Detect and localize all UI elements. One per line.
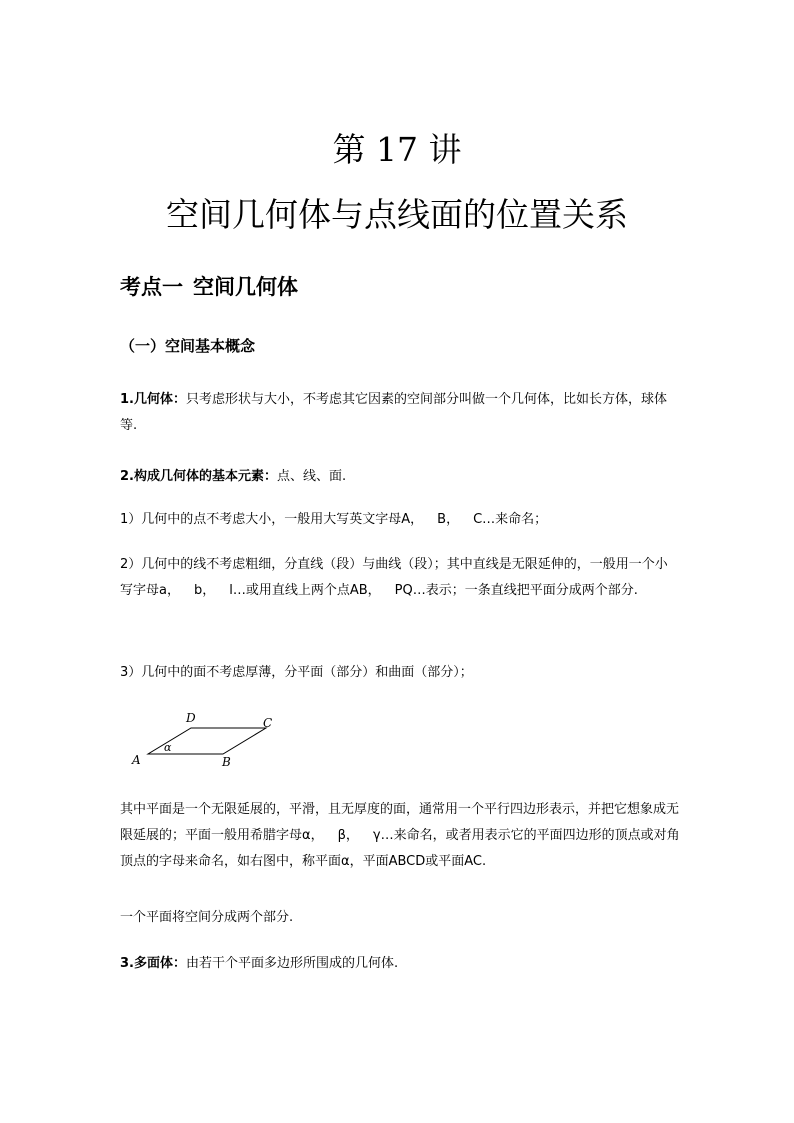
definition-text: 只考虑形状与大小，不考虑其它因素的空间部分叫做一个几何体，比如长方体，球体等. — [120, 392, 667, 433]
vertex-a-label: A — [132, 753, 141, 767]
points-text-c: C…来命名； — [473, 512, 548, 527]
plane-text-a: 其中平面是一个无限延展的，平滑，且无厚度的面，通常用一个平行四边形表示，并把它想象成无限延展的；平面一般用希腊字母α， — [120, 802, 680, 843]
section-label: 考点一 — [120, 275, 183, 299]
elements-text: 点、线、面. — [276, 469, 347, 484]
lines-text-b: b， — [193, 583, 216, 598]
parallelogram-figure — [128, 706, 288, 772]
lines-text-d: PQ…表示；一条直线把平面分成两个部分. — [394, 583, 638, 598]
paragraph-points — [120, 507, 680, 533]
plane-text-c: γ…来命名，或者用表示它的平面四边形的顶点或对角顶点的字母来命名，如右图中，称平面α，平面ABCD或平面AC. — [120, 828, 680, 869]
vertex-c-label: C — [263, 716, 273, 730]
vertex-d-label: D — [186, 711, 196, 725]
paragraph-plane-divides-space: 一个平面将空间分成两个部分. — [120, 910, 294, 925]
vertex-b-label: B — [222, 755, 231, 769]
paragraph-lines — [120, 552, 680, 604]
polyhedron-text: 由若干个平面多边形所围成的几何体. — [185, 956, 399, 971]
paragraph-planes: 3）几何中的面不考虑厚薄，分平面（部分）和曲面（部分）； — [120, 665, 473, 680]
page-title: 空间几何体与点线面的位置关系 — [166, 195, 628, 234]
term-basic-elements: 2.构成几何体的基本元素： — [120, 469, 277, 484]
points-text-b: B， — [437, 512, 460, 527]
lecture-number: 第 17 讲 — [332, 130, 462, 169]
paragraph-polyhedron — [120, 951, 680, 977]
lines-text-c: l…或用直线上两个点AB， — [229, 583, 381, 598]
term-polyhedron: 3.多面体： — [120, 956, 186, 971]
alpha-label: α — [164, 741, 172, 754]
term-solid: 1.几何体： — [120, 392, 186, 407]
paragraph-plane-description — [120, 797, 680, 875]
section-heading — [120, 272, 298, 302]
subsection-heading: （一）空间基本概念 — [120, 337, 256, 355]
plane-text-b: β， — [337, 828, 359, 843]
points-text-a: 1）几何中的点不考虑大小，一般用大写英文字母A， — [120, 512, 424, 527]
lines-text-a: 2）几何中的线不考虑粗细，分直线（段）与曲线（段）；其中直线是无限延伸的，一般用一个小写字母a， — [120, 557, 668, 598]
paragraph-basic-elements — [120, 464, 680, 490]
paragraph-polyhedron-definition — [120, 387, 680, 439]
section-name: 空间几何体 — [193, 275, 298, 299]
